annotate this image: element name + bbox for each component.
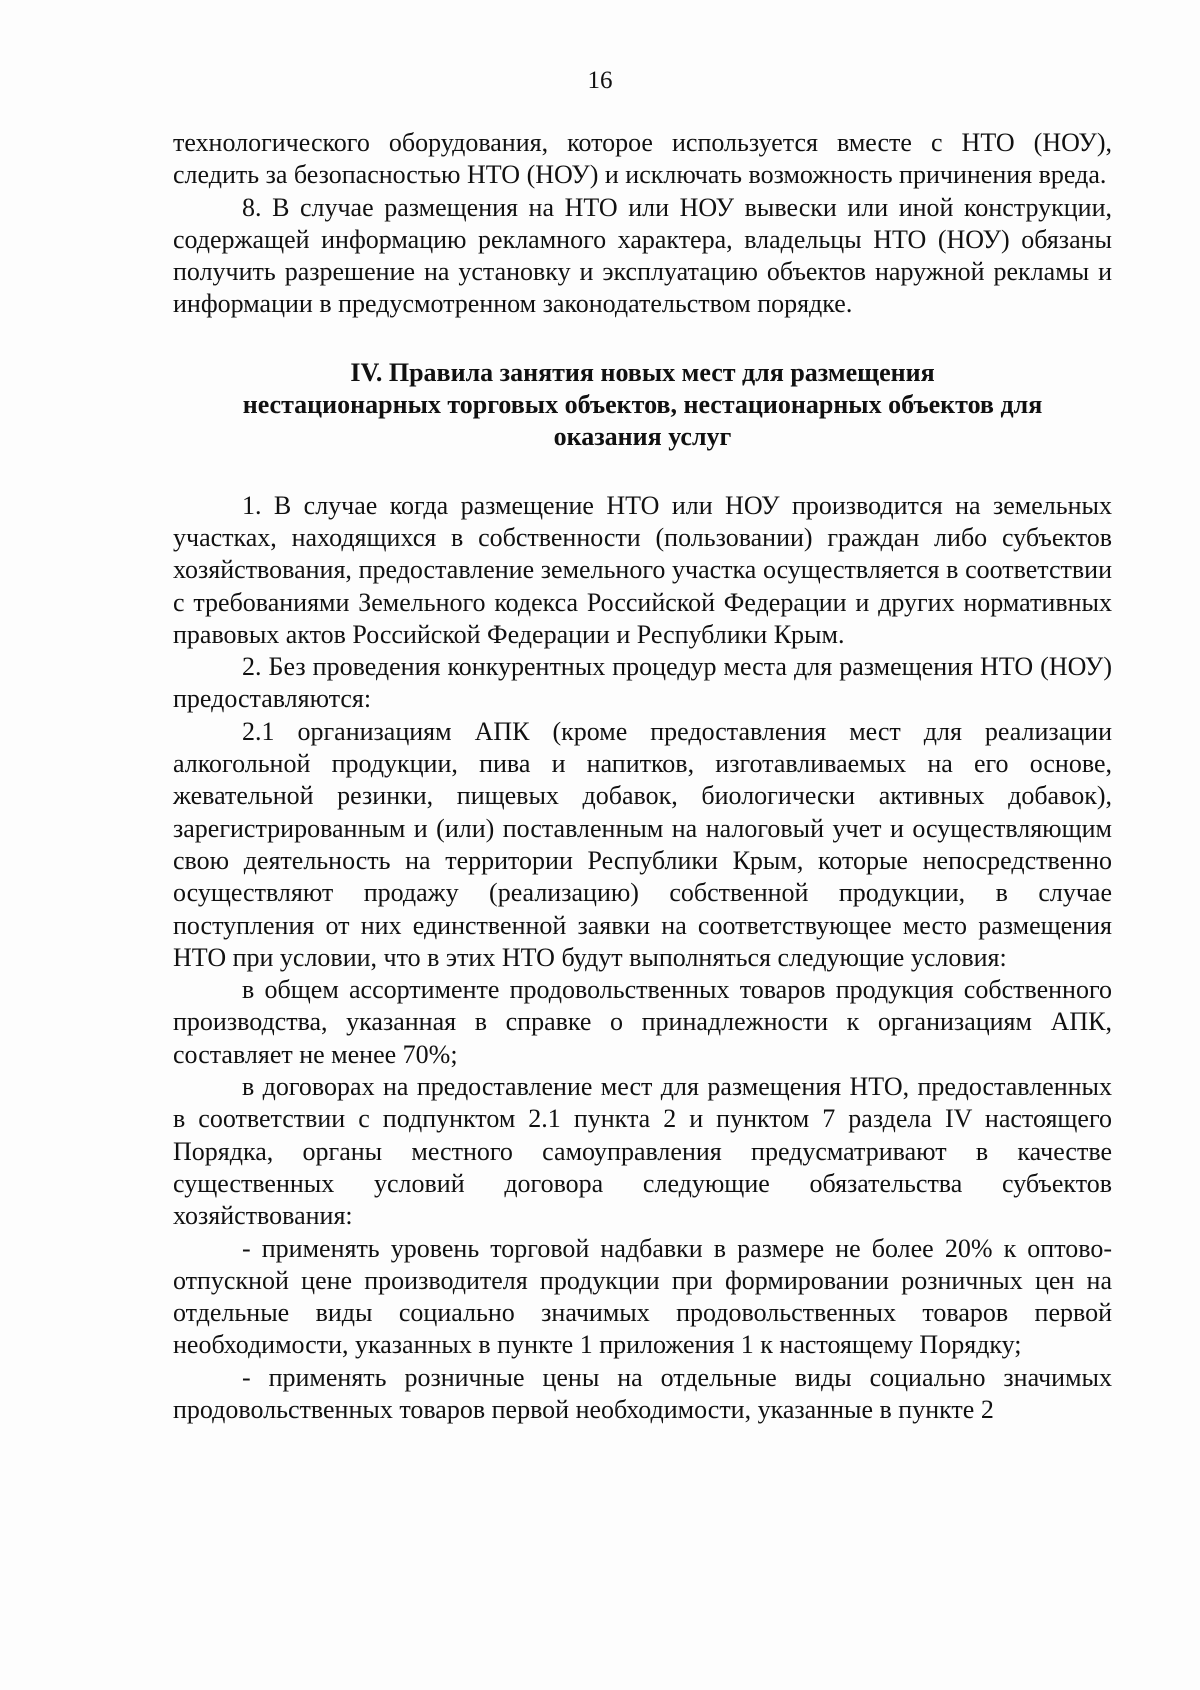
paragraph: 1. В случае когда размещение НТО или НОУ производится на земельных участках, находящихся в собственности (пользовании) граждан либо субъектов хозяйствования, предоставление земельного участка осуществляется в соответствии с требованиями Земельного кодекса Российской Федерации и других нормативных правовых актов Российской Федерации и Республики Крым. <box>173 490 1112 649</box>
paragraph: - применять розничные цены на отдельные виды социально значимых продовольственных товаров первой необходимости, указанные в пункте 2 <box>173 1362 1112 1424</box>
page-number: 16 <box>587 67 613 94</box>
section-heading-line: IV. Правила занятия новых мест для размещения <box>350 357 935 387</box>
paragraph: в общем ассортименте продовольственных товаров продукция собственного производства, указанная в справке о принадлежности к организациям АПК, составляет не менее 70%; <box>173 975 1112 1069</box>
paragraph: технологического оборудования, которое используется вместе с НТО (НОУ), следить за безопасностью НТО (НОУ) и исключать возможность причинения вреда. <box>173 128 1112 190</box>
section-heading-line: нестационарных торговых объектов, нестационарных объектов для <box>242 390 1043 420</box>
paragraph: - применять уровень торговой надбавки в размере не более 20% к оптово-отпускной цене производителя продукции при формировании розничных цен на отдельные виды социально значимых продовольственных товаров первой необходимости, указанных в пункте 1 приложения 1 к настоящему Порядку; <box>173 1233 1112 1360</box>
paragraph: 2. Без проведения конкурентных процедур места для размещения НТО (НОУ) предоставляются: <box>173 652 1112 714</box>
document-body <box>173 127 1112 1426</box>
paragraph: 8. В случае размещения на НТО или НОУ вывески или иной конструкции, содержащей информацию рекламного характера, владельцы НТО (НОУ) обязаны получить разрешение на установку и эксплуатацию объектов наружной рекламы и информации в предусмотренном законодательством порядке. <box>173 192 1112 319</box>
paragraph: в договорах на предоставление мест для размещения НТО, предоставленных в соответствии с подпунктом 2.1 пункта 2 и пунктом 7 раздела IV настоящего Порядка, органы местного самоуправления предусматривают в качестве существенных условий договора следующие обязательства субъектов хозяйствования: <box>173 1072 1112 1231</box>
section-heading-line: оказания услуг <box>553 422 732 452</box>
section-heading <box>173 357 1112 454</box>
paragraph: 2.1 организациям АПК (кроме предоставления мест для реализации алкогольной продукции, пива и напитков, изготавливаемых на его основе, жевательной резинки, пищевых добавок, биологически активных добавок), зарегистрированным и (или) поставленным на налоговый учет и осуществляющим свою деятельность на территории Республики Крым, которые непосредственно осуществляют продажу (реализацию) собственной продукции, в случае поступления от них единственной заявки на соответствующее место размещения НТО при условии, что в этих НТО будут выполняться следующие условия: <box>173 716 1112 972</box>
